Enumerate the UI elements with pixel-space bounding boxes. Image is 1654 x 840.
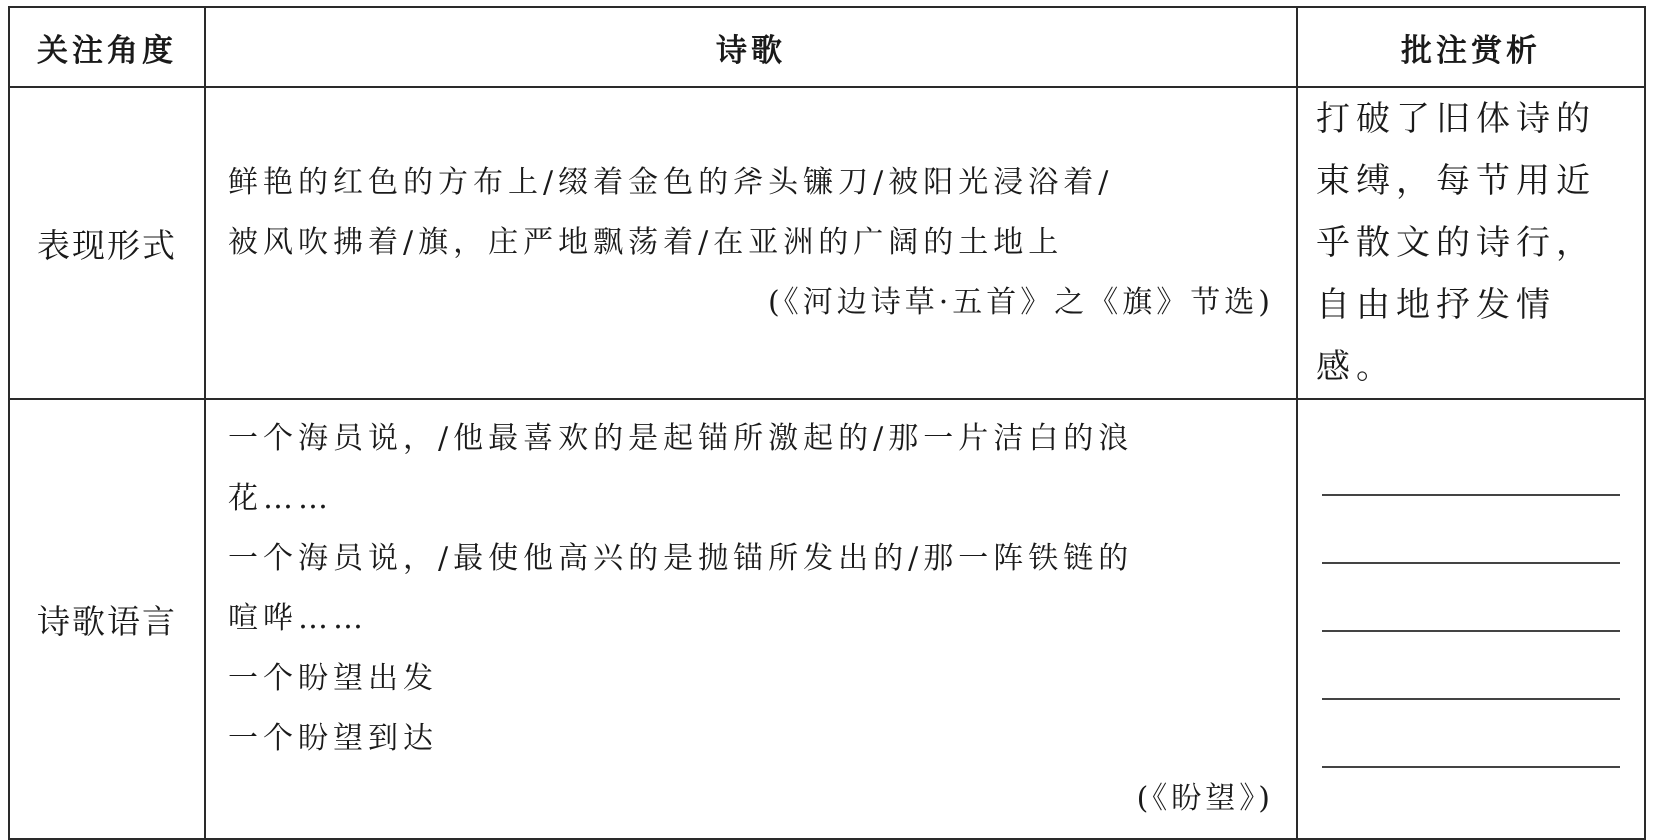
header-annotation: 批注赏析: [1297, 7, 1645, 87]
poem-cell: [205, 399, 1297, 839]
annotation-cell: [1297, 87, 1645, 399]
header-row: [9, 7, 1645, 87]
poem-line: 花……: [228, 481, 333, 516]
poem-line: 一个盼望到达: [228, 721, 438, 756]
annotation-text: 打破了旧体诗的束缚，每节用近乎散文的诗行，自由地抒发情感。: [1316, 99, 1596, 387]
angle-cell: 表现形式: [9, 87, 205, 399]
poem-line: 喧哗……: [228, 601, 368, 636]
poem-source: (《盼望》): [1136, 781, 1274, 816]
annotation-answer-area[interactable]: [1297, 399, 1645, 839]
answer-blank-line: [1322, 630, 1620, 632]
poetry-annotation-table: [8, 6, 1646, 840]
poem-cell: [205, 87, 1297, 399]
table-row-language: [9, 399, 1645, 839]
header-poem: 诗歌: [205, 7, 1297, 87]
answer-blank-line: [1322, 494, 1620, 496]
header-angle: 关注角度: [9, 7, 205, 87]
poem-line: 一个海员说，/最使他高兴的是抛锚所发出的/那一阵铁链的: [228, 541, 1134, 576]
answer-blank-line: [1322, 562, 1620, 564]
poem-line: 被风吹拂着/旗，庄严地飘荡着/在亚洲的广阔的土地上: [228, 225, 1064, 260]
table-row-form: [9, 87, 1645, 399]
answer-blank-line: [1322, 766, 1620, 768]
answer-blank-line: [1322, 698, 1620, 700]
poem-line: 一个海员说，/他最喜欢的是起锚所激起的/那一片洁白的浪: [228, 421, 1134, 456]
poem-line: 鲜艳的红色的方布上/缀着金色的斧头镰刀/被阳光浸浴着/: [228, 165, 1114, 200]
poem-source: (《河边诗草·五首》之《旗》节选): [768, 285, 1274, 320]
angle-cell: 诗歌语言: [9, 399, 205, 839]
poem-line: 一个盼望出发: [228, 661, 438, 696]
